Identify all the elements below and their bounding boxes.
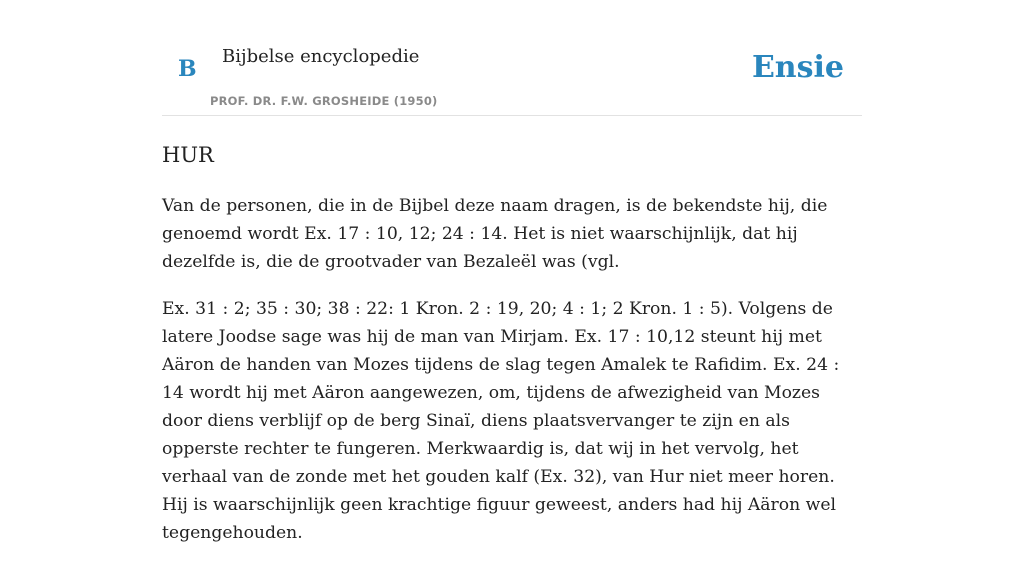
entry-paragraph: Van de personen, die in de Bijbel deze naam dragen, is de bekendste hij, die genoemd wordt Ex. 17 : 10, 12; 24 : 14. Het is niet waarschijnlijk, dat hij dezelfde is, die de grootvader van Bezaleël was (vgl. (162, 196, 828, 272)
book-logo[interactable]: B (178, 56, 197, 82)
entry-title: HUR (162, 143, 214, 167)
brand-logo[interactable]: Ensie (751, 50, 844, 85)
entry-paragraph: Ex. 31 : 2; 35 : 30; 38 : 22: 1 Kron. 2 : 19, 20; 4 : 1; 2 Kron. 1 : 5). Volgens de latere Joodse sage was hij de man van Mirjam. Ex. 17 : 10,12 steunt hij met Aäron de handen van Mozes tijdens de slag tegen Amalek te Rafidim. Ex. 24 : 14 wordt hij met Aäron aangewezen, om, tijdens de afwezigheid van Mozes door diens verblijf op de berg Sinaï, diens plaatsvervanger te zijn en als opperste rechter te fungeren. Merkwaardig is, dat wij in het vervolg, het verhaal van de zonde met het gouden kalf (Ex. 32), van Hur niet meer horen. Hij is waarschijnlijk geen krachtige figuur geweest, anders had hij Aäron wel tegengehouden. (162, 299, 840, 543)
header (162, 0, 862, 116)
book-title-link[interactable]: Bijbelse encyclopedie (222, 46, 420, 67)
page-container (162, 0, 862, 543)
book-author: PROF. DR. F.W. GROSHEIDE (1950) (210, 94, 438, 108)
entry-body (162, 192, 862, 566)
